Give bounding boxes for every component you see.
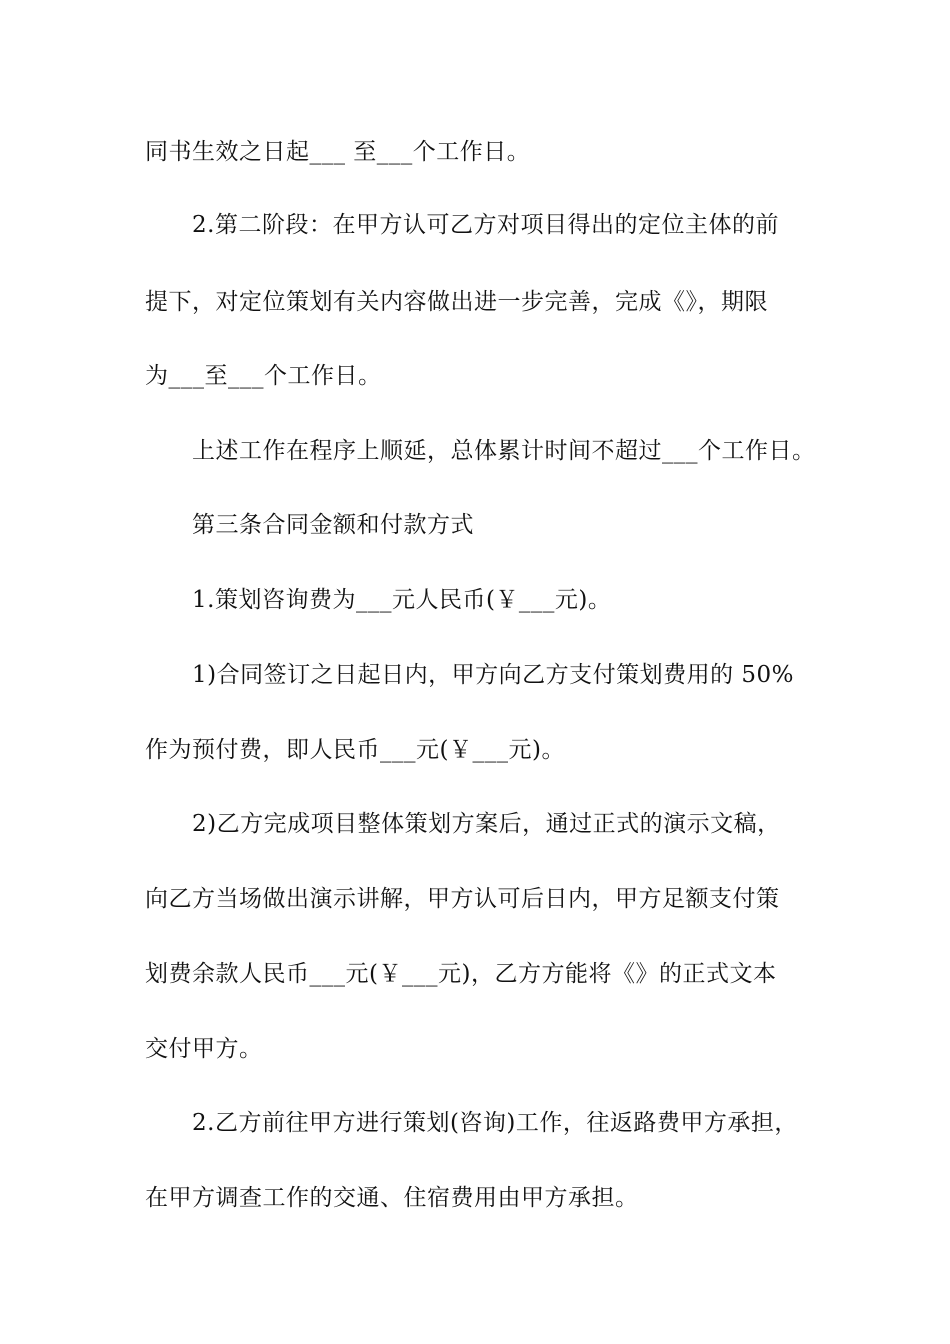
- section-heading: 第三条合同金额和付款方式: [192, 512, 474, 538]
- text-line-12: 划费余款人民币___元(￥___元)，乙方方能将《》的正式文本: [145, 961, 777, 987]
- text-line-1: 同书生效之日起___ 至___个工作日。: [145, 139, 531, 165]
- text-line-7: 1.策划咨询费为___元人民币(￥___元)。: [192, 587, 612, 613]
- text-line-13: 交付甲方。: [145, 1036, 263, 1062]
- text-line-10: 2)乙方完成项目整体策划方案后，通过正式的演示文稿，: [192, 811, 781, 837]
- text-line-2: 2.第二阶段：在甲方认可乙方对项目得出的定位主体的前: [192, 212, 779, 238]
- text-line-4: 为___至___个工作日。: [145, 363, 382, 389]
- text-line-15: 在甲方调查工作的交通、住宿费用由甲方承担。: [145, 1185, 639, 1211]
- text-line-5: 上述工作在程序上顺延，总体累计时间不超过___个工作日。: [192, 438, 816, 464]
- text-line-3: 提下，对定位策划有关内容做出进一步完善，完成《》，期限: [145, 289, 768, 315]
- text-line-11: 向乙方当场做出演示讲解，甲方认可后日内，甲方足额支付策: [145, 886, 780, 912]
- text-line-14: 2.乙方前往甲方进行策划(咨询)工作，往返路费甲方承担，: [192, 1110, 798, 1136]
- text-line-8: 1)合同签订之日起日内，甲方向乙方支付策划费用的 50%: [192, 662, 795, 688]
- text-line-9: 作为预付费，即人民币___元(￥___元)。: [145, 737, 565, 763]
